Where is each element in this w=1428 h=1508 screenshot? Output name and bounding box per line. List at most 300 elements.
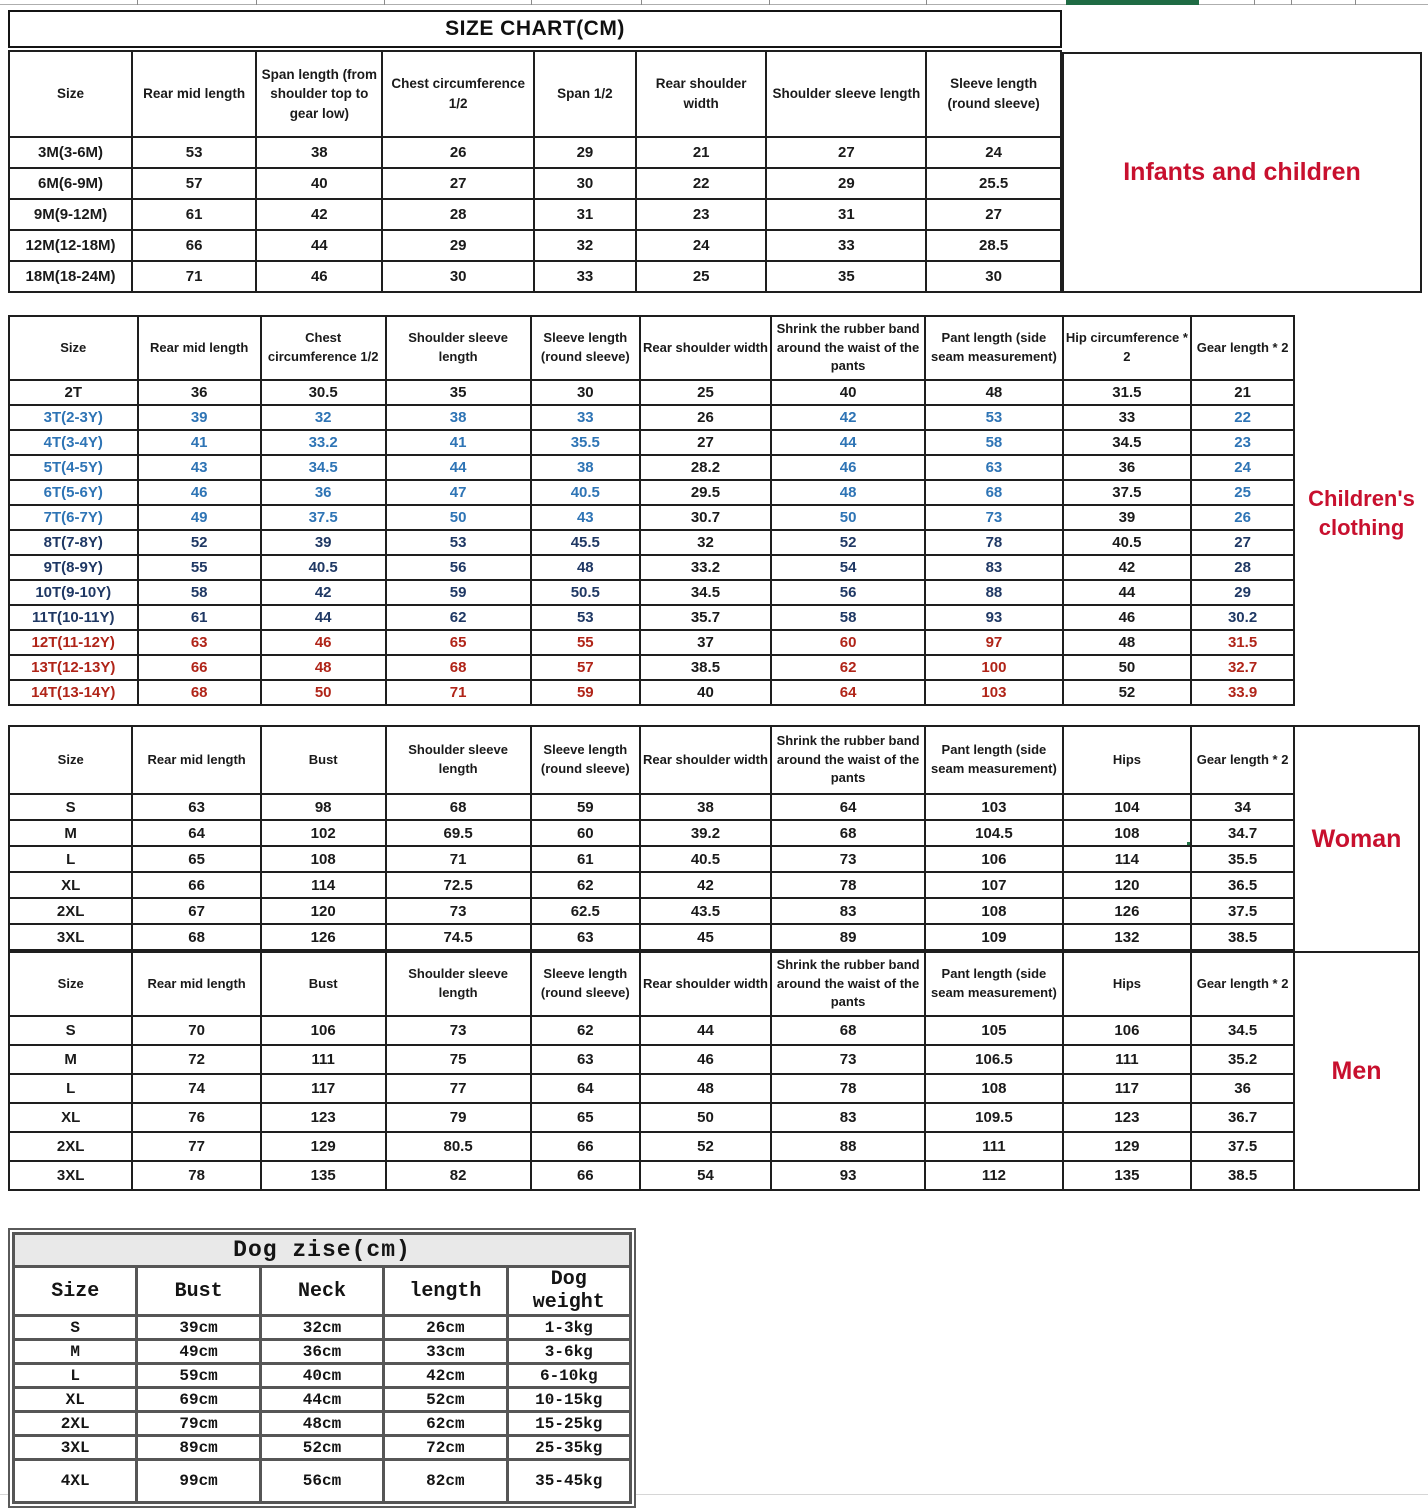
cell-value[interactable]: 59 [531, 794, 640, 820]
cell-value[interactable]: 66 [138, 655, 261, 680]
cell-value[interactable]: 23 [1191, 430, 1294, 455]
column-header[interactable]: Shoulder sleeve length [766, 51, 926, 137]
cell-value[interactable]: 74.5 [386, 924, 531, 950]
cell-value[interactable]: 68 [771, 820, 925, 846]
cell-value[interactable]: 25 [1191, 480, 1294, 505]
cell-value[interactable]: 132 [1063, 924, 1192, 950]
cell-value[interactable]: 26 [1191, 505, 1294, 530]
column-header[interactable]: Rear shoulder width [640, 316, 771, 380]
cell-value[interactable]: 34.5 [261, 455, 386, 480]
column-header[interactable]: Sleeve length (round sleeve) [926, 51, 1061, 137]
cell-value[interactable]: 108 [1063, 820, 1192, 846]
cell-value[interactable]: 117 [1063, 1074, 1192, 1103]
cell-value[interactable]: 109 [925, 924, 1062, 950]
row-size-label[interactable]: 3T(2-3Y) [9, 405, 138, 430]
cell-value[interactable]: 28.2 [640, 455, 771, 480]
column-header[interactable]: Size [9, 726, 132, 794]
cell-value[interactable]: 48 [1063, 630, 1192, 655]
cell-value[interactable]: 42 [261, 580, 386, 605]
cell-value[interactable]: 50 [1063, 655, 1192, 680]
cell-value[interactable]: 36.7 [1191, 1103, 1294, 1132]
cell-value[interactable]: 50.5 [531, 580, 640, 605]
column-header[interactable]: Size [9, 51, 132, 137]
cell-value[interactable]: 37.5 [261, 505, 386, 530]
cell-value[interactable]: 27 [382, 168, 533, 199]
cell-value[interactable]: 83 [771, 898, 925, 924]
row-size-label[interactable]: 6M(6-9M) [9, 168, 132, 199]
cell-value[interactable]: 71 [386, 846, 531, 872]
column-header[interactable]: Pant length (side seam measurement) [925, 316, 1062, 380]
column-header[interactable]: Shrink the rubber band around the waist of the pants [771, 726, 925, 794]
cell-value[interactable]: 31 [766, 199, 926, 230]
cell-value[interactable]: 39 [138, 405, 261, 430]
row-size-label[interactable]: M [9, 820, 132, 846]
cell-value[interactable]: 52 [138, 530, 261, 555]
cell-value[interactable]: 52 [771, 530, 925, 555]
cell-value[interactable]: 36 [1191, 1074, 1294, 1103]
cell-value[interactable]: 98 [261, 794, 386, 820]
cell-value[interactable]: 68 [138, 680, 261, 705]
cell-value[interactable]: 55 [531, 630, 640, 655]
row-size-label[interactable]: 12T(11-12Y) [9, 630, 138, 655]
men-label-cell[interactable] [1295, 953, 1418, 1189]
cell-value[interactable]: 106 [1063, 1016, 1192, 1045]
cell-value[interactable]: 29 [1191, 580, 1294, 605]
cell-value[interactable]: 40 [771, 380, 925, 405]
cell-value[interactable]: 83 [771, 1103, 925, 1132]
cell-value[interactable]: 44 [386, 455, 531, 480]
cell-value[interactable]: 123 [261, 1103, 386, 1132]
cell-value[interactable]: 36 [1063, 455, 1192, 480]
cell-value[interactable]: 135 [261, 1161, 386, 1190]
cell-value[interactable]: 33 [531, 405, 640, 430]
column-header[interactable]: Shrink the rubber band around the waist of the pants [771, 316, 925, 380]
cell-value[interactable]: 65 [531, 1103, 640, 1132]
cell-value[interactable]: 39 [1063, 505, 1192, 530]
cell-value[interactable]: 66 [531, 1161, 640, 1190]
cell-value[interactable]: 21 [636, 137, 766, 168]
cell-value[interactable]: 93 [925, 605, 1062, 630]
cell-value[interactable]: 103 [925, 794, 1062, 820]
woman-label-cell[interactable] [1295, 727, 1418, 953]
cell-value[interactable]: 33.2 [261, 430, 386, 455]
cell-value[interactable]: 106 [261, 1016, 386, 1045]
cell-value[interactable]: 55 [138, 555, 261, 580]
cell-value[interactable]: 64 [132, 820, 261, 846]
cell-value[interactable]: 53 [132, 137, 256, 168]
cell-value[interactable]: 48 [925, 380, 1062, 405]
column-header[interactable]: Hip circumference * 2 [1063, 316, 1192, 380]
cell-value[interactable]: 42 [640, 872, 771, 898]
cell-value[interactable]: 64 [531, 1074, 640, 1103]
cell-value[interactable]: 31.5 [1191, 630, 1294, 655]
row-size-label[interactable]: 3XL [9, 924, 132, 950]
cell-value[interactable]: 44 [771, 430, 925, 455]
cell-value[interactable]: 68 [386, 655, 531, 680]
cell-value[interactable]: 36.5 [1191, 872, 1294, 898]
cell-value[interactable]: 100 [925, 655, 1062, 680]
cell-value[interactable]: 46 [138, 480, 261, 505]
row-size-label[interactable]: M [9, 1045, 132, 1074]
cell-value[interactable]: 61 [531, 846, 640, 872]
cell-value[interactable]: 105 [925, 1016, 1062, 1045]
cell-value[interactable]: 74 [132, 1074, 261, 1103]
cell-value[interactable]: 54 [640, 1161, 771, 1190]
cell-value[interactable]: 35.7 [640, 605, 771, 630]
column-header[interactable]: Hips [1063, 726, 1192, 794]
cell-value[interactable]: 28 [1191, 555, 1294, 580]
cell-value[interactable]: 44 [1063, 580, 1192, 605]
row-size-label[interactable]: 7T(6-7Y) [9, 505, 138, 530]
cell-value[interactable]: 38 [531, 455, 640, 480]
column-header[interactable]: Rear shoulder width [640, 952, 771, 1016]
cell-value[interactable]: 30 [382, 261, 533, 292]
cell-value[interactable]: 120 [261, 898, 386, 924]
cell-value[interactable]: 56 [386, 555, 531, 580]
cell-value[interactable]: 34.5 [1063, 430, 1192, 455]
cell-value[interactable]: 27 [1191, 530, 1294, 555]
cell-value[interactable]: 27 [766, 137, 926, 168]
cell-value[interactable]: 88 [771, 1132, 925, 1161]
cell-value[interactable]: 129 [1063, 1132, 1192, 1161]
row-size-label[interactable]: 11T(10-11Y) [9, 605, 138, 630]
column-header[interactable]: Bust [261, 952, 386, 1016]
column-header[interactable]: Rear mid length [132, 51, 256, 137]
cell-value[interactable]: 32 [261, 405, 386, 430]
cell-value[interactable]: 63 [925, 455, 1062, 480]
row-size-label[interactable]: 12M(12-18M) [9, 230, 132, 261]
cell-value[interactable]: 33 [766, 230, 926, 261]
cell-value[interactable]: 30.7 [640, 505, 771, 530]
cell-value[interactable]: 31.5 [1063, 380, 1192, 405]
cell-value[interactable]: 62 [531, 872, 640, 898]
cell-value[interactable]: 58 [771, 605, 925, 630]
cell-value[interactable]: 34.5 [640, 580, 771, 605]
cell-value[interactable]: 38 [386, 405, 531, 430]
column-header[interactable]: Hips [1063, 952, 1192, 1016]
cell-value[interactable]: 108 [261, 846, 386, 872]
cell-value[interactable]: 111 [261, 1045, 386, 1074]
cell-value[interactable]: 104.5 [925, 820, 1062, 846]
cell-value[interactable]: 135 [1063, 1161, 1192, 1190]
column-header[interactable]: Pant length (side seam measurement) [925, 726, 1062, 794]
column-header[interactable]: Shoulder sleeve length [386, 952, 531, 1016]
cell-value[interactable]: 22 [1191, 405, 1294, 430]
cell-value[interactable]: 33 [1063, 405, 1192, 430]
cell-value[interactable]: 34 [1191, 794, 1294, 820]
cell-value[interactable]: 36 [138, 380, 261, 405]
cell-value[interactable]: 38 [256, 137, 382, 168]
row-size-label[interactable]: 8T(7-8Y) [9, 530, 138, 555]
cell-value[interactable]: 78 [925, 530, 1062, 555]
column-header[interactable]: Bust [261, 726, 386, 794]
cell-value[interactable]: 40.5 [640, 846, 771, 872]
cell-value[interactable]: 46 [1063, 605, 1192, 630]
cell-value[interactable]: 68 [925, 480, 1062, 505]
cell-value[interactable]: 66 [132, 872, 261, 898]
cell-value[interactable]: 64 [771, 680, 925, 705]
cell-value[interactable]: 59 [386, 580, 531, 605]
cell-value[interactable]: 53 [925, 405, 1062, 430]
column-header[interactable]: Shrink the rubber band around the waist of the pants [771, 952, 925, 1016]
cell-value[interactable]: 76 [132, 1103, 261, 1132]
cell-value[interactable]: 106.5 [925, 1045, 1062, 1074]
cell-value[interactable]: 68 [386, 794, 531, 820]
cell-value[interactable]: 46 [261, 630, 386, 655]
row-size-label[interactable]: 9M(9-12M) [9, 199, 132, 230]
cell-value[interactable]: 37 [640, 630, 771, 655]
cell-value[interactable]: 107 [925, 872, 1062, 898]
cell-value[interactable]: 58 [925, 430, 1062, 455]
cell-value[interactable]: 70 [132, 1016, 261, 1045]
cell-value[interactable]: 46 [256, 261, 382, 292]
cell-value[interactable]: 57 [132, 168, 256, 199]
column-header[interactable]: Gear length * 2 [1191, 316, 1294, 380]
cell-value[interactable]: 62 [531, 1016, 640, 1045]
cell-value[interactable]: 32 [640, 530, 771, 555]
column-header[interactable]: Rear shoulder width [636, 51, 766, 137]
cell-value[interactable]: 103 [925, 680, 1062, 705]
cell-value[interactable]: 31 [534, 199, 636, 230]
row-size-label[interactable]: 14T(13-14Y) [9, 680, 138, 705]
cell-value[interactable]: 50 [261, 680, 386, 705]
cell-value[interactable]: 38 [640, 794, 771, 820]
row-size-label[interactable]: XL [9, 1103, 132, 1132]
cell-value[interactable]: 46 [640, 1045, 771, 1074]
column-header[interactable]: Chest circumference 1/2 [382, 51, 533, 137]
cell-value[interactable]: 67 [132, 898, 261, 924]
cell-value[interactable]: 97 [925, 630, 1062, 655]
row-size-label[interactable]: S [9, 1016, 132, 1045]
cell-value[interactable]: 37.5 [1191, 898, 1294, 924]
column-header[interactable]: Sleeve length (round sleeve) [531, 316, 640, 380]
cell-value[interactable]: 33.9 [1191, 680, 1294, 705]
cell-value[interactable]: 36 [261, 480, 386, 505]
cell-value[interactable]: 32.7 [1191, 655, 1294, 680]
column-header[interactable]: Size [9, 316, 138, 380]
cell-value[interactable]: 63 [531, 924, 640, 950]
cell-value[interactable]: 26 [382, 137, 533, 168]
cell-value[interactable]: 63 [138, 630, 261, 655]
row-size-label[interactable]: 18M(18-24M) [9, 261, 132, 292]
cell-value[interactable]: 40.5 [531, 480, 640, 505]
cell-value[interactable]: 43.5 [640, 898, 771, 924]
cell-value[interactable]: 38.5 [1191, 924, 1294, 950]
cell-value[interactable]: 38.5 [640, 655, 771, 680]
cell-value[interactable]: 44 [256, 230, 382, 261]
cell-value[interactable]: 60 [771, 630, 925, 655]
cell-value[interactable]: 60 [531, 820, 640, 846]
cell-value[interactable]: 82 [386, 1161, 531, 1190]
cell-value[interactable]: 37.5 [1191, 1132, 1294, 1161]
cell-value[interactable]: 35 [766, 261, 926, 292]
cell-value[interactable]: 61 [138, 605, 261, 630]
cell-value[interactable]: 126 [261, 924, 386, 950]
column-header[interactable]: Rear shoulder width [640, 726, 771, 794]
cell-value[interactable]: 47 [386, 480, 531, 505]
cell-value[interactable]: 114 [1063, 846, 1192, 872]
cell-value[interactable]: 29 [534, 137, 636, 168]
column-header[interactable]: Shoulder sleeve length [386, 726, 531, 794]
cell-value[interactable]: 66 [531, 1132, 640, 1161]
cell-value[interactable]: 30 [534, 168, 636, 199]
cell-value[interactable]: 40 [256, 168, 382, 199]
cell-value[interactable]: 28.5 [926, 230, 1061, 261]
cell-value[interactable]: 26 [640, 405, 771, 430]
cell-value[interactable]: 48 [531, 555, 640, 580]
cell-value[interactable]: 44 [261, 605, 386, 630]
cell-value[interactable]: 43 [138, 455, 261, 480]
cell-value[interactable]: 49 [138, 505, 261, 530]
cell-value[interactable]: 77 [132, 1132, 261, 1161]
cell-value[interactable]: 25 [636, 261, 766, 292]
cell-value[interactable]: 45.5 [531, 530, 640, 555]
cell-value[interactable]: 50 [386, 505, 531, 530]
cell-value[interactable]: 123 [1063, 1103, 1192, 1132]
cell-value[interactable]: 33.2 [640, 555, 771, 580]
column-header[interactable]: Span 1/2 [534, 51, 636, 137]
cell-value[interactable]: 44 [640, 1016, 771, 1045]
cell-value[interactable]: 53 [386, 530, 531, 555]
cell-value[interactable]: 64 [771, 794, 925, 820]
column-header[interactable]: Sleeve length (round sleeve) [531, 952, 640, 1016]
cell-value[interactable]: 30.2 [1191, 605, 1294, 630]
cell-value[interactable]: 21 [1191, 380, 1294, 405]
cell-value[interactable]: 38.5 [1191, 1161, 1294, 1190]
cell-value[interactable]: 77 [386, 1074, 531, 1103]
cell-value[interactable]: 48 [261, 655, 386, 680]
cell-value[interactable]: 43 [531, 505, 640, 530]
cell-value[interactable]: 30 [926, 261, 1061, 292]
cell-value[interactable]: 45 [640, 924, 771, 950]
cell-value[interactable]: 73 [771, 846, 925, 872]
cell-value[interactable]: 108 [925, 1074, 1062, 1103]
row-size-label[interactable]: L [9, 1074, 132, 1103]
row-size-label[interactable]: L [9, 846, 132, 872]
row-size-label[interactable]: 13T(12-13Y) [9, 655, 138, 680]
row-size-label[interactable]: 4T(3-4Y) [9, 430, 138, 455]
cell-value[interactable]: 54 [771, 555, 925, 580]
cell-value[interactable]: 24 [1191, 455, 1294, 480]
cell-value[interactable]: 56 [771, 580, 925, 605]
cell-value[interactable]: 35.5 [531, 430, 640, 455]
row-size-label[interactable]: 9T(8-9Y) [9, 555, 138, 580]
cell-value[interactable]: 78 [771, 1074, 925, 1103]
cell-value[interactable]: 23 [636, 199, 766, 230]
cell-value[interactable]: 73 [386, 898, 531, 924]
cell-value[interactable]: 37.5 [1063, 480, 1192, 505]
row-size-label[interactable]: 5T(4-5Y) [9, 455, 138, 480]
column-header[interactable]: Rear mid length [138, 316, 261, 380]
cell-value[interactable]: 42 [1063, 555, 1192, 580]
cell-value[interactable]: 88 [925, 580, 1062, 605]
row-size-label[interactable]: XL [9, 872, 132, 898]
cell-value[interactable]: 48 [640, 1074, 771, 1103]
row-size-label[interactable]: 2XL [9, 1132, 132, 1161]
cell-value[interactable]: 80.5 [386, 1132, 531, 1161]
cell-value[interactable]: 33 [534, 261, 636, 292]
cell-value[interactable]: 129 [261, 1132, 386, 1161]
row-size-label[interactable]: 2XL [9, 898, 132, 924]
cell-value[interactable]: 83 [925, 555, 1062, 580]
cell-value[interactable]: 50 [771, 505, 925, 530]
cell-value[interactable]: 71 [132, 261, 256, 292]
cell-value[interactable]: 93 [771, 1161, 925, 1190]
cell-value[interactable]: 120 [1063, 872, 1192, 898]
cell-value[interactable]: 111 [925, 1132, 1062, 1161]
cell-value[interactable]: 62 [771, 655, 925, 680]
cell-value[interactable]: 63 [531, 1045, 640, 1074]
column-header[interactable]: Size [9, 952, 132, 1016]
row-size-label[interactable]: S [9, 794, 132, 820]
cell-value[interactable]: 29.5 [640, 480, 771, 505]
cell-value[interactable]: 65 [386, 630, 531, 655]
cell-value[interactable]: 24 [926, 137, 1061, 168]
cell-value[interactable]: 73 [925, 505, 1062, 530]
cell-value[interactable]: 42 [256, 199, 382, 230]
cell-value[interactable]: 34.7 [1191, 820, 1294, 846]
cell-value[interactable]: 79 [386, 1103, 531, 1132]
cell-value[interactable]: 48 [771, 480, 925, 505]
row-size-label[interactable]: 6T(5-6Y) [9, 480, 138, 505]
cell-value[interactable]: 29 [382, 230, 533, 261]
children-label-cell[interactable] [1295, 315, 1428, 712]
cell-value[interactable]: 39 [261, 530, 386, 555]
cell-value[interactable]: 73 [771, 1045, 925, 1074]
cell-value[interactable]: 104 [1063, 794, 1192, 820]
cell-value[interactable]: 63 [132, 794, 261, 820]
cell-value[interactable]: 40.5 [1063, 530, 1192, 555]
cell-value[interactable]: 66 [132, 230, 256, 261]
cell-value[interactable]: 117 [261, 1074, 386, 1103]
column-header[interactable]: Shoulder sleeve length [386, 316, 531, 380]
column-header[interactable]: Rear mid length [132, 952, 261, 1016]
cell-value[interactable]: 72.5 [386, 872, 531, 898]
cell-value[interactable]: 35.5 [1191, 846, 1294, 872]
cell-value[interactable]: 65 [132, 846, 261, 872]
cell-value[interactable]: 29 [766, 168, 926, 199]
cell-value[interactable]: 69.5 [386, 820, 531, 846]
cell-value[interactable]: 35.2 [1191, 1045, 1294, 1074]
column-header[interactable]: Chest circumference 1/2 [261, 316, 386, 380]
cell-value[interactable]: 57 [531, 655, 640, 680]
cell-value[interactable]: 72 [132, 1045, 261, 1074]
cell-value[interactable]: 42 [771, 405, 925, 430]
row-size-label[interactable]: 3M(3-6M) [9, 137, 132, 168]
cell-value[interactable]: 40.5 [261, 555, 386, 580]
cell-value[interactable]: 22 [636, 168, 766, 199]
cell-value[interactable]: 68 [771, 1016, 925, 1045]
cell-value[interactable]: 75 [386, 1045, 531, 1074]
cell-value[interactable]: 126 [1063, 898, 1192, 924]
cell-value[interactable]: 106 [925, 846, 1062, 872]
column-header[interactable]: Gear length * 2 [1191, 952, 1294, 1016]
cell-value[interactable]: 78 [132, 1161, 261, 1190]
cell-value[interactable]: 112 [925, 1161, 1062, 1190]
cell-value[interactable]: 30.5 [261, 380, 386, 405]
cell-value[interactable]: 40 [640, 680, 771, 705]
cell-value[interactable]: 30 [531, 380, 640, 405]
column-header[interactable]: Gear length * 2 [1191, 726, 1294, 794]
cell-value[interactable]: 52 [1063, 680, 1192, 705]
cell-value[interactable]: 111 [1063, 1045, 1192, 1074]
row-size-label[interactable]: 3XL [9, 1161, 132, 1190]
cell-value[interactable]: 27 [640, 430, 771, 455]
row-size-label[interactable]: 10T(9-10Y) [9, 580, 138, 605]
cell-value[interactable]: 24 [636, 230, 766, 261]
cell-value[interactable]: 28 [382, 199, 533, 230]
cell-value[interactable]: 34.5 [1191, 1016, 1294, 1045]
